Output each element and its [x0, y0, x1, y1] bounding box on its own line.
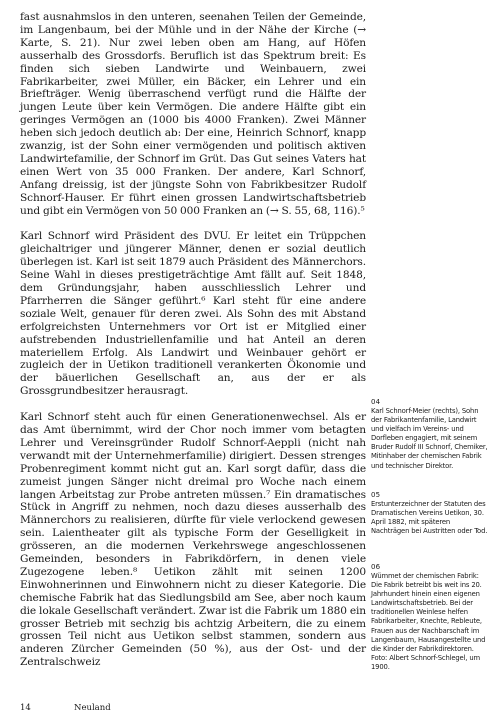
caption-05	[371, 491, 490, 536]
caption-number: 06	[371, 563, 381, 571]
caption-text: Wümmet der chemischen Fabrik: Die Fabrik betreibt bis weit ins 20. Jahrhundert hinein einen eigenen Landwirtschaftsbetrieb. Bei der traditionellen Weinlese helfen Fabrikarbeiter, Knechte, Rebleute, Frauen aus der Nachbarschaft im Langenbaum, Hausangestellte und die Kinder der Fabrikdirektoren. Foto: Albert Schnorf-Schlegel, um 1900.	[371, 572, 486, 671]
body-paragraph-1: fast ausnahmslos in den unteren, seenahen Teilen der Gemeinde, im Langenbaum, bei der Mühle und in der Nähe der Kirche (→ Karte, S. 21). Nur zwei leben oben am Hang, auf Höfen ausserhalb des Grossdorfs. Beruflich ist das Spektrum breit: Es finden sich sieben Landwirte und Weinbauern, zwei Fabrikarbeiter, zwei Müller, ein Bäcker, ein Lehrer und ein Briefträger. Wenig überraschend verfügt rund die Hälfte der jungen Leute über kein Vermögen. Die andere Hälfte gibt ein geringes Vermögen an (1000 bis 4000 Franken). Zwei Männer heben sich jedoch deutlich ab: Der eine, Heinrich Schnorf, knapp zwanzig, ist der Sohn einer vermögenden und politisch aktiven Landwirtefamilie, der Schnorf im Grüt. Das Gut seines Vaters hat einen Wert von 35 000 Franken. Der andere, Karl Schnorf, Anfang dreissig, ist der jüngste Sohn von Fabrikbesitzer Rudolf Schnorf-Hauser. Er führt einen grossen Landwirtschaftsbetrieb und gibt ein Vermögen von 50 000 Franken an (→ S. 55, 68, 116).⁵	[20, 11, 366, 217]
caption-number: 04	[371, 398, 381, 406]
caption-text: Karl Schnorf-Meier (rechts), Sohn der Fabrikantenfamilie, Landwirt und vielfach im Vereins- und Dorfleben engagiert, mit seinem Bruder Rudolf III Schnorf, Chemiker, Mitinhaber der chemischen Fabrik und technischer Direktor.	[371, 407, 488, 470]
body-paragraph-3: Karl Schnorf steht auch für einen Generationenwechsel. Als er das Amt übernimmt, wird der Chor noch immer vom betagten Lehrer und Vereinsgründer Rudolf Schnorf-Aeppli (nicht nah verwandt mit der Unternehmerfamilie) dirigiert. Dessen strenges Probenregiment kommt nicht gut an. Karl sorgt dafür, dass die zumeist jungen Sänger nicht dreimal pro Woche nach einem langen Arbeitstag zur Probe antreten müssen.⁷ Ein dramatisches Stück in Angriff zu nehmen, noch dazu dieses ausserhalb des Männerchors zu realisieren, dürfte für viele verlockend gewesen sein. Laientheater gilt als typische Form der Geselligkeit in grösseren, an die modernen Verkehrswege angeschlossenen Gemeinden, besonders in Fabrikdörfern, in denen viele Zugezogene leben.⁸ Uetikon zählt mit seinen 1200 Einwohnerinnen und Einwohnern nicht zu dieser Kategorie. Die chemische Fabrik hat das Siedlungsbild am See, aber noch kaum die lokale Gesellschaft verändert. Zwar ist die Fabrik um 1880 ein grosser Betrieb mit sechzig bis achtzig Arbeitern, die zu einem grossen Teil nicht aus Uetikon selbst stammen, sondern aus anderen Zürcher Gemeinden (50 %), aus der Ost- und der Zentralschweiz	[20, 411, 366, 669]
caption-number: 05	[371, 491, 381, 499]
caption-text: Erstunterzeichner der Statuten des Dramatischen Vereins Uetikon, 30. April 1882, mit späteren Nachträgen bei Austritten oder Tod.	[371, 500, 488, 536]
caption-04	[371, 398, 490, 471]
page-number: 14	[20, 703, 31, 713]
body-paragraph-2: Karl Schnorf wird Präsident des DVU. Er leitet ein Trüppchen gleichaltriger und jüngerer Männer, denen er sozial deutlich überlegen ist. Karl ist seit 1879 auch Präsident des Männerchors. Seine Wahl in dieses prestigeträchtige Amt fällt auf. Seit 1848, dem Gründungsjahr, haben ausschliesslich Lehrer und Pfarrherren die Sänger geführt.⁶ Karl steht für eine andere soziale Welt, genauer für deren zwei. Als Sohn des mit Abstand erfolgreichsten Unternehmers vor Ort ist er Mitglied einer aufstrebenden Industriellenfamilie und hat Anteil an deren materiellem Erfolg. Als Landwirt und Weinbauer gehört er zugleich der in Uetikon traditionell verankerten Ökonomie und der bäuerlichen Gesellschaft an, aus der er als Grossgrundbesitzer herausragt.	[20, 230, 366, 398]
running-title: Neuland	[74, 703, 111, 713]
main-text-column	[20, 11, 366, 669]
caption-06	[371, 563, 490, 672]
